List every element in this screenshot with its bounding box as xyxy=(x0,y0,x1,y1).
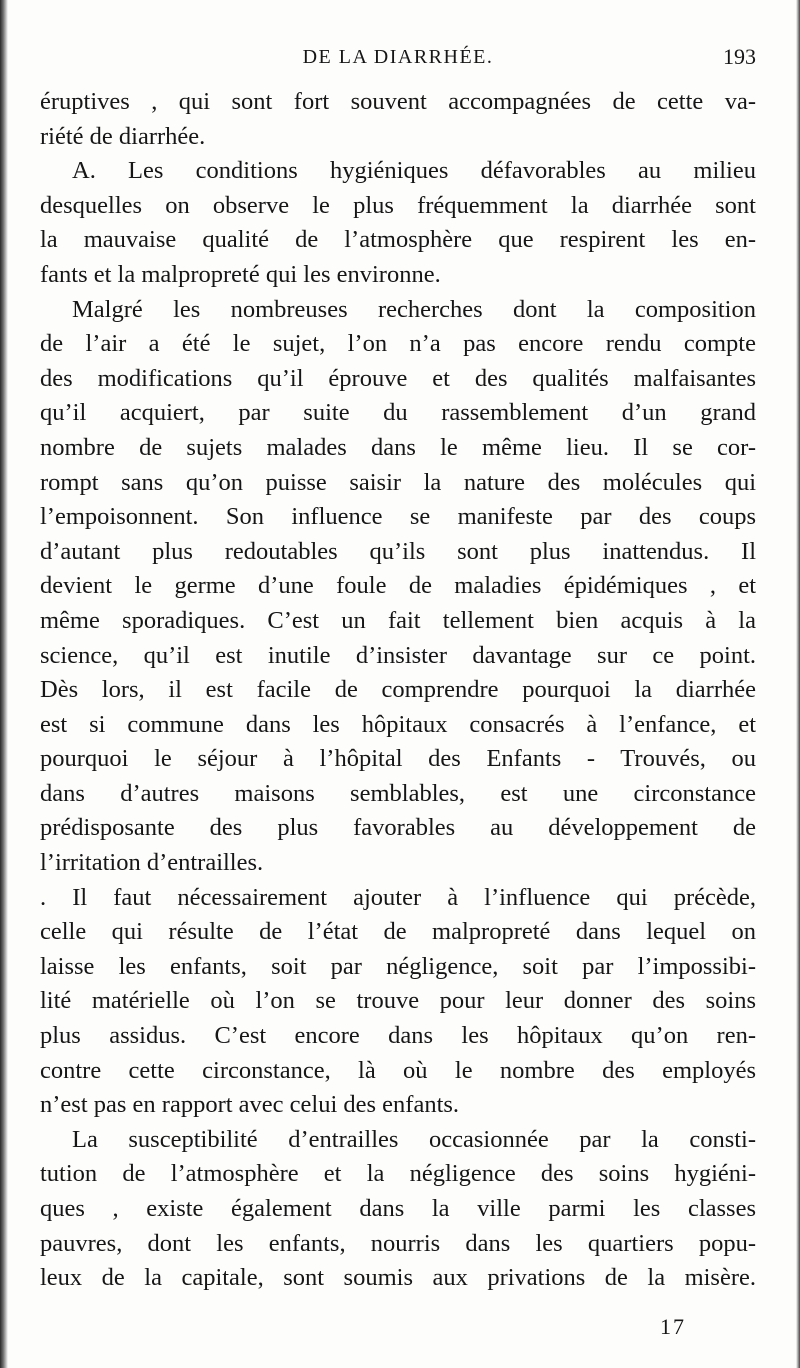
text-line: plus assidus. C’est encore dans les hôpitaux qu’on ren- xyxy=(40,1022,756,1050)
text-line: riété de diarrhée. xyxy=(40,122,206,150)
text-line: Dès lors, il est facile de comprendre pourquoi la diarrhée xyxy=(40,676,756,704)
text-line: contre cette circonstance, là où le nombre des employés xyxy=(40,1056,756,1084)
text-line: celle qui résulte de l’état de malpropreté dans lequel on xyxy=(40,918,756,946)
text-line: n’est pas en rapport avec celui des enfants. xyxy=(40,1091,460,1119)
text-line: même sporadiques. C’est un fait tellement bien acquis à la xyxy=(40,606,756,634)
signature-mark: 17 xyxy=(660,1314,686,1339)
text-line: de l’air a été le sujet, l’on n’a pas encore rendu compte xyxy=(40,330,756,358)
text-line: leux de la capitale, sont soumis aux privations de la misère. xyxy=(40,1264,756,1292)
text-line: rompt sans qu’on puisse saisir la nature des molécules qui xyxy=(40,468,756,496)
page-edge-shadow xyxy=(0,0,8,1368)
text-line: devient le germe d’une foule de maladies épidémiques , et xyxy=(40,572,756,600)
text-line: nombre de sujets malades dans le même lieu. Il se cor- xyxy=(40,433,756,461)
text-line: pourquoi le séjour à l’hôpital des Enfants - Trouvés, ou xyxy=(40,745,756,773)
text-line: . Il faut nécessairement ajouter à l’influence qui précède, xyxy=(40,883,756,911)
text-line: Malgré les nombreuses recherches dont la composition xyxy=(72,295,756,323)
text-line: science, qu’il est inutile d’insister davantage sur ce point. xyxy=(40,641,756,669)
text-line: A. Les conditions hygiéniques défavorables au milieu xyxy=(72,157,756,185)
text-line: dans d’autres maisons semblables, est une circonstance xyxy=(40,779,756,807)
text-line: prédisposante des plus favorables au développement de xyxy=(40,814,756,842)
page-header xyxy=(40,42,756,76)
text-line: pauvres, dont les enfants, nourris dans les quartiers popu- xyxy=(40,1229,756,1257)
text-line: est si commune dans les hôpitaux consacrés à l’enfance, et xyxy=(40,710,756,738)
page-number: 193 xyxy=(723,44,756,69)
page-edge-shadow-right xyxy=(796,0,800,1368)
text-line: d’autant plus redoutables qu’ils sont plus inattendus. Il xyxy=(40,537,756,565)
text-line: fants et la malpropreté qui les environne. xyxy=(40,260,441,288)
text-line: l’irritation d’entrailles. xyxy=(40,849,264,877)
text-line: lité matérielle où l’on se trouve pour leur donner des soins xyxy=(40,987,756,1015)
body-text xyxy=(40,85,756,1296)
text-line: éruptives , qui sont fort souvent accompagnées de cette va- xyxy=(40,88,756,115)
text-line: laisse les enfants, soit par négligence, soit par l’impossibi- xyxy=(40,952,756,980)
text-line: la mauvaise qualité de l’atmosphère que respirent les en- xyxy=(40,226,756,254)
running-title: DE LA DIARRHÉE. xyxy=(302,46,494,68)
text-line: des modifications qu’il éprouve et des qualités malfaisantes xyxy=(40,364,756,392)
text-line: La susceptibilité d’entrailles occasionnée par la consti- xyxy=(72,1125,756,1153)
text-line: ques , existe également dans la ville parmi les classes xyxy=(40,1195,756,1222)
text-line: qu’il acquiert, par suite du rassemblement d’un grand xyxy=(40,399,756,427)
text-line: l’empoisonnent. Son influence se manifeste par des coups xyxy=(40,503,756,531)
text-line: tution de l’atmosphère et la négligence des soins hygiéni- xyxy=(40,1160,756,1188)
text-line: desquelles on observe le plus fréquemment la diarrhée sont xyxy=(40,191,756,219)
